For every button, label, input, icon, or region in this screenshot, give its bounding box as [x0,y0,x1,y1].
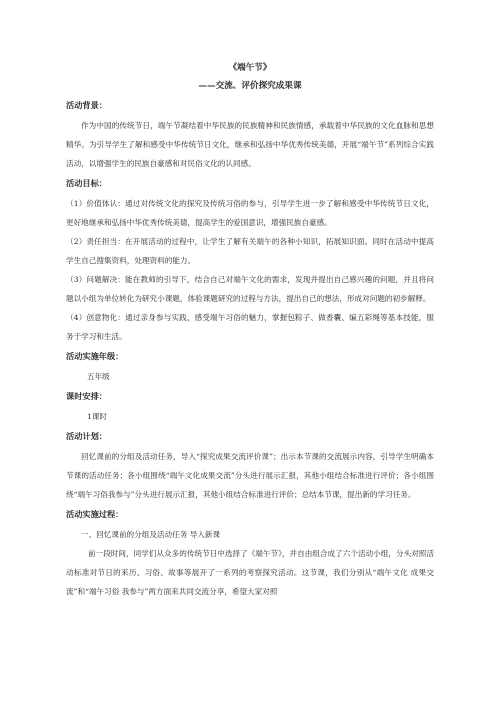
hours-text: 1课时 [87,412,108,421]
goal-3-paragraph: （3）问题解决：能在教师的引导下，结合自己对端午文化的需求，发现并提出自己感兴趣的问题，并且将问题以小组为单位转化为研究小课题，体验课题研究的过程与方法，提出自己的想法，形成对问题的初步解释。 [66,275,434,303]
process-paragraph: 前一段时间，同学们从众多的传统节日中选择了《端午节》，并自由组合成了六个活动小组，分头对照活动标准对节日的来历、习俗、故事等展开了一系列的考察探究活动。这节课，我们分别从“端午文化 成果交流”和“端午习俗 我参与”两方面来共同交流分享，希望大家对照 [66,549,434,596]
goal-4-paragraph: （4）创意物化：通过亲身参与实践，感受端午习俗的魅力，掌握包粽子、做香囊、编五彩绳等基本技能，服务于学习和生活。 [66,313,434,341]
process-subheading: 一、回忆课前的分组及活动任务 导入新课 [81,530,221,539]
doc-subtitle: ——交流、评价探究成果课 [198,81,302,91]
grade-text: 五年级 [87,372,110,381]
goal-1-paragraph: （1）价值体认：通过对传统文化的探究及传统习俗的参与，引导学生进一步了解和感受中华传统节日文化，更好地继承和弘扬中华优秀传统美德，提高学生的爱国意识，增强民族自豪感。 [66,199,434,227]
goal-2-paragraph: （2）责任担当：在开展活动的过程中，让学生了解有关端午的各种小知识，拓展知识面。同时在活动中提高学生自己搜集资料，处理资料的能力。 [66,237,434,265]
background-paragraph: 作为中国的传统节日，端午节凝结着中华民族的民族精神和民族情感，承载着中华民族的文化血脉和思想精华。为引导学生了解和感受中华传统节日文化，继承和弘扬中华优秀传统美德，开展“端午节”系列综合实践活动，以增强学生的民族自豪感和对民俗文化的认同感。 [66,121,434,168]
plan-paragraph: 回忆课前的分组及活动任务，导入“探究成果交流评价课”；出示本节课的交流展示内容，引导学生明确本节课的活动任务；各小组围绕“端午文化成果交流”分头进行展示汇报，其他小组结合标准进行评价；各小组围绕“端午习俗我参与”分头进行展示汇报，其他小组结合标准进行评价；总结本节课，提出新的学习任务。 [66,452,434,499]
background-heading: 活动背景： [66,100,107,110]
doc-title: 《端午节》 [228,63,272,73]
plan-heading: 活动计划： [66,431,107,441]
hours-heading: 课时安排： [66,391,107,401]
goals-heading: 活动目标： [66,178,107,188]
process-heading: 活动实施过程： [66,509,124,519]
grade-heading: 活动实施年级： [66,351,124,361]
